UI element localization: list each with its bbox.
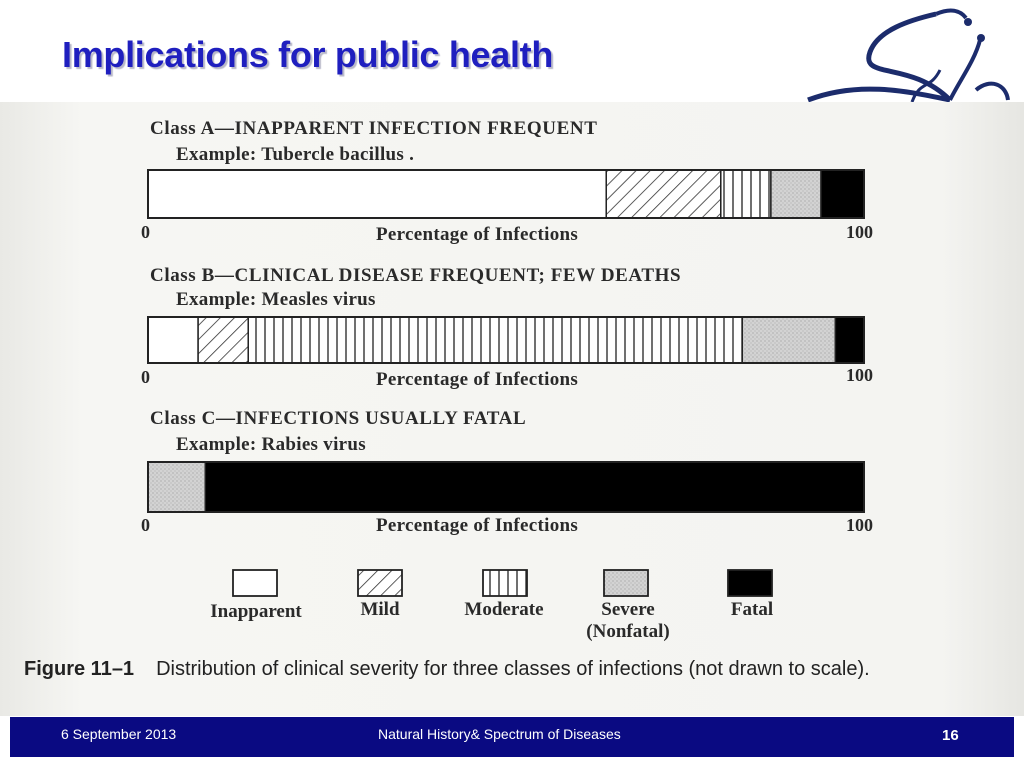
bar-segment-b-fatal — [835, 317, 864, 363]
legend-label-moderate: Moderate — [464, 599, 544, 620]
class-b-tick-100: 100 — [846, 365, 873, 385]
class-b-heading: Class B—CLINICAL DISEASE FREQUENT; FEW DEATHS — [150, 265, 682, 286]
legend-swatch-mild — [358, 570, 402, 596]
legend-label-mild: Mild — [360, 599, 400, 620]
legend-swatch-severe — [604, 570, 648, 596]
class-c-heading: Class C—INFECTIONS USUALLY FATAL — [150, 408, 527, 429]
bar-segment-a-severe — [771, 170, 821, 218]
legend-swatch-moderate — [483, 570, 527, 596]
slide-title: Implications for public health — [62, 34, 554, 75]
class-c-tick-0: 0 — [141, 515, 150, 535]
bar-segment-b-severe — [742, 317, 835, 363]
bar-segment-b-inapparent — [148, 317, 198, 363]
class-b-example: Example: Measles virus — [176, 289, 376, 310]
class-c-tick-100: 100 — [846, 515, 873, 535]
class-a-tick-100: 100 — [846, 222, 873, 242]
class-a-axis-label: Percentage of Infections — [376, 224, 579, 245]
class-a-example: Example: Tubercle bacillus . — [176, 144, 415, 165]
bar-segment-c-severe — [148, 462, 205, 512]
bar-segment-b-moderate — [248, 317, 742, 363]
bar-segment-a-inapparent — [148, 170, 606, 218]
page-number: 16 — [942, 727, 959, 744]
footer-title: Natural History& Spectrum of Diseases — [378, 726, 621, 742]
class-b-axis-label: Percentage of Infections — [376, 369, 579, 390]
legend-label-inapparent: Inapparent — [210, 601, 302, 622]
bar-segment-b-mild — [198, 317, 248, 363]
class-c-axis-label: Percentage of Infections — [376, 515, 579, 536]
class-b-tick-0: 0 — [141, 367, 150, 387]
legend-swatch-inapparent — [233, 570, 277, 596]
bar-segment-a-moderate — [721, 170, 771, 218]
bar-segment-a-mild — [606, 170, 721, 218]
footer-bar — [10, 717, 1014, 757]
class-a-tick-0: 0 — [141, 222, 150, 242]
footer-date: 6 September 2013 — [61, 726, 177, 742]
figure-caption-label: Figure 11–1 — [24, 658, 135, 680]
class-c-example: Example: Rabies virus — [176, 434, 366, 455]
bar-segment-a-fatal — [821, 170, 864, 218]
figure-caption-text: Distribution of clinical severity for three classes of infections (not drawn to scale). — [156, 658, 870, 680]
legend-label-severe: Severe (Nonfatal) — [586, 599, 670, 642]
legend-label-fatal: Fatal — [730, 599, 774, 620]
legend-swatch-fatal — [728, 570, 772, 596]
bar-segment-c-fatal — [205, 462, 864, 512]
figure-caption — [24, 656, 1014, 682]
class-a-heading: Class A—INAPPARENT INFECTION FREQUENT — [150, 118, 598, 139]
